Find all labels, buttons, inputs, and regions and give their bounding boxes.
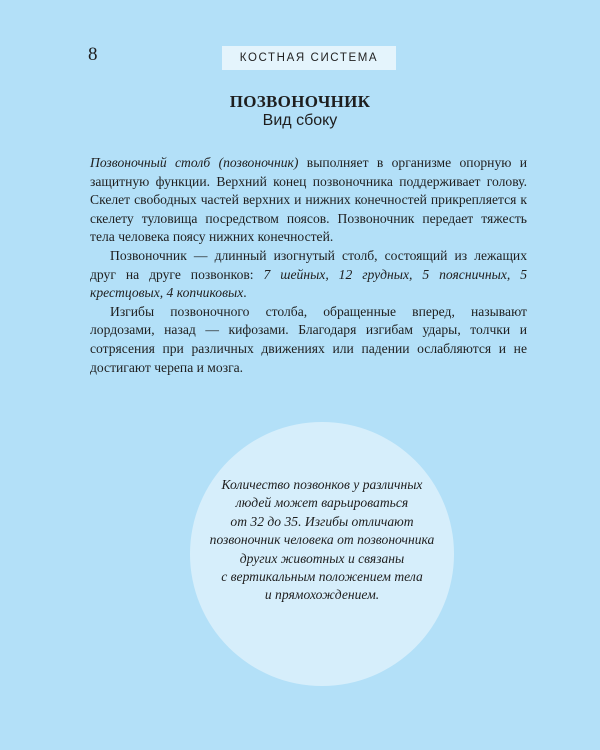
note-line: людей может варьироваться: [235, 495, 409, 511]
paragraph-2: [90, 247, 527, 303]
body-text: [90, 154, 527, 377]
vertebrae-list: 7 шейных, 12 грудных, 5 поясничных, 5 крестцовых, 4 копчиковых: [90, 266, 527, 301]
section-title: КОСТНАЯ СИСТЕМА: [222, 46, 396, 70]
note-line: и прямохождением.: [264, 587, 380, 603]
paragraph-2-text: Позвоночник — длинный изогнутый столб, состоящий из лежащих друг на друге позвонков:: [90, 247, 527, 282]
note-line: других животных и связаны: [239, 550, 405, 566]
paragraph-3: Изгибы позвоночного столба, обращенные вперед, называют лордозами, назад — кифозами. Благодаря изгибам удары, толчки и сотрясения при различных движениях или падении ослабляются и не достигают черепа и мозга.: [90, 303, 527, 375]
paragraph-1: [90, 154, 527, 247]
note-line: позвоночник человека от позвоночника: [209, 532, 435, 548]
note-line: с вертикальным положением тела: [221, 569, 423, 585]
page-number: 8: [88, 44, 98, 65]
note-line: от 32 до 35. Изгибы отличают: [230, 513, 414, 529]
note-text: [200, 476, 444, 605]
page-subtitle: Вид сбоку: [262, 112, 338, 129]
page-title: ПОЗВОНОЧНИК: [229, 92, 371, 111]
term-spinal-column: Позвоночный столб (позвоночник): [90, 155, 299, 170]
paragraph-1-text: выполняет в организме опорную и защитную функции. Верхний конец позвоночника поддерживает голову. Скелет свободных частей верхних и нижних конечностей прикрепляется к скелету туловища посредством поясов. Позвоночник передает тяжесть тела человека поясу нижних конечностей.: [90, 155, 528, 245]
paragraph-2-end: .: [243, 285, 247, 301]
note-line: Количество позвонков у различных: [221, 477, 423, 492]
